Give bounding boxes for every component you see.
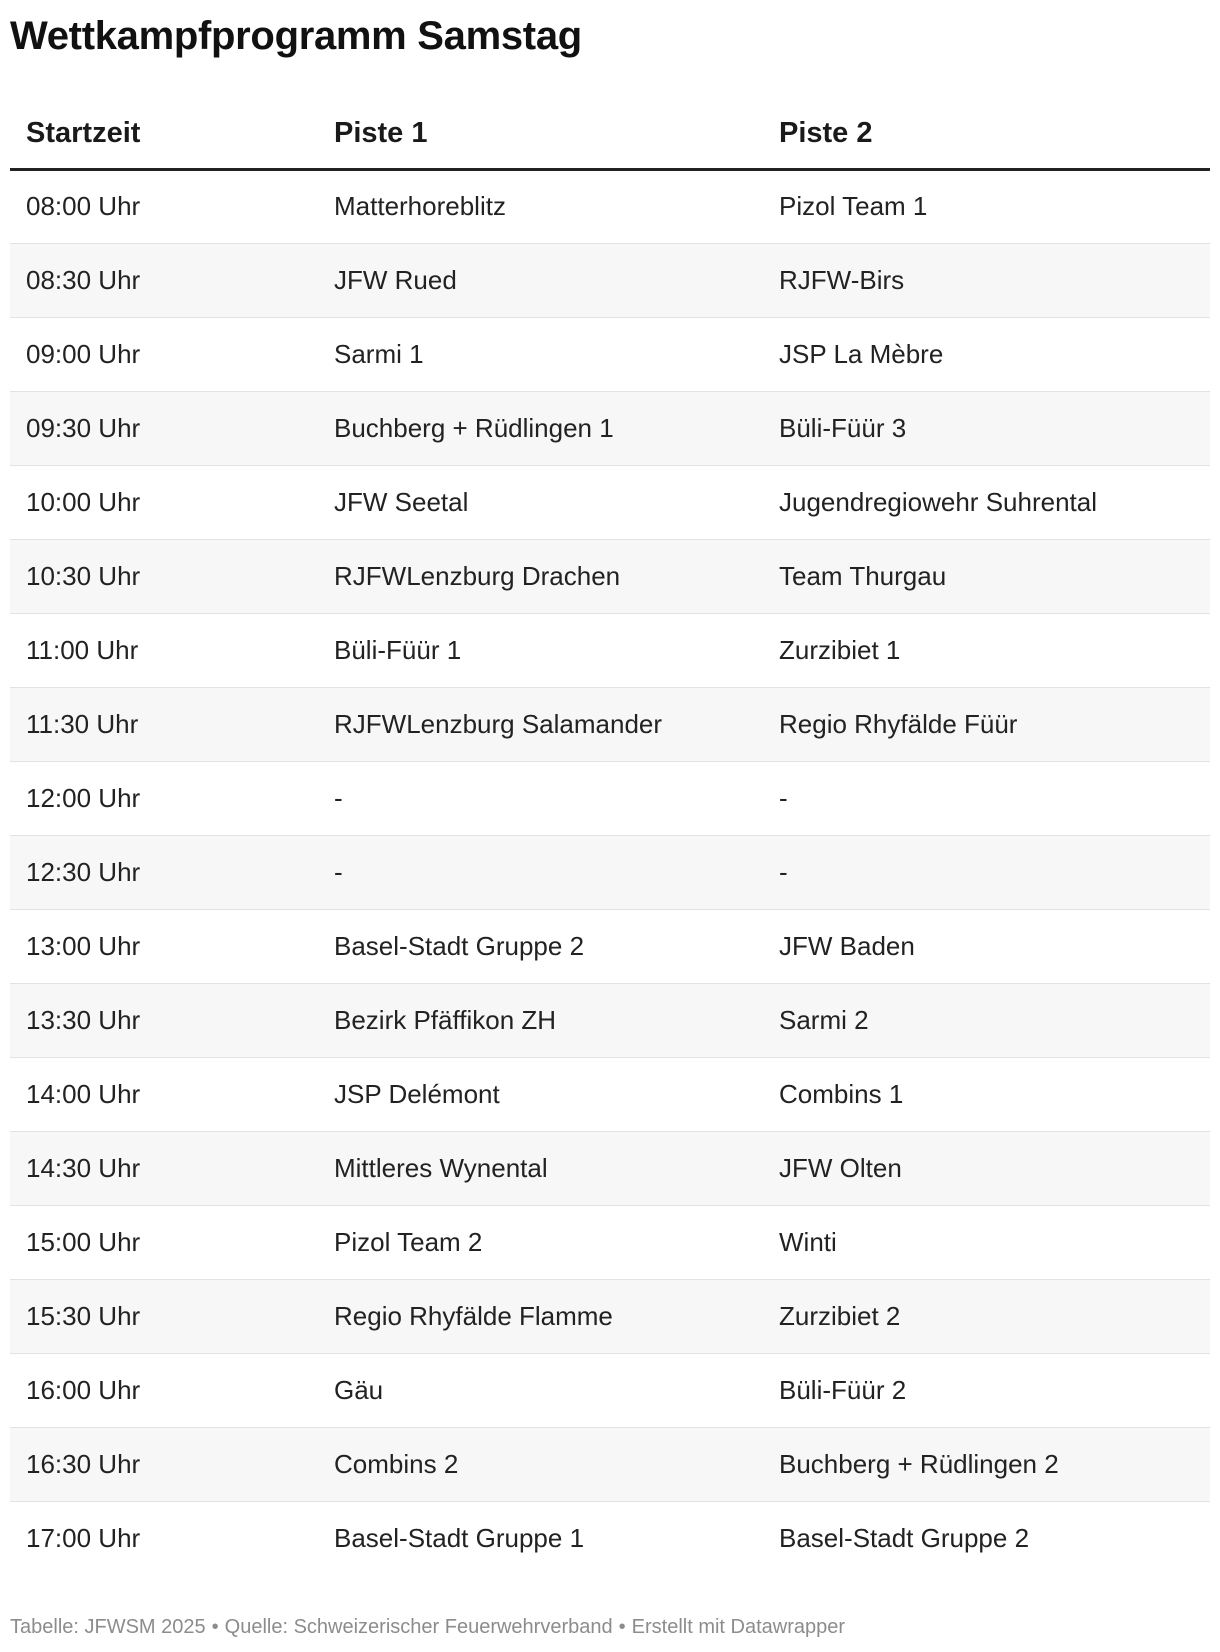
cell-startzeit: 12:30 Uhr (10, 835, 318, 909)
table-row (10, 1501, 1210, 1575)
column-header-piste-2[interactable]: Piste 2 (763, 100, 1210, 169)
cell-piste-1: Basel-Stadt Gruppe 1 (334, 1522, 585, 1553)
table-row (10, 613, 1210, 687)
cell-piste-2: Buchberg + Rüdlingen 2 (763, 1427, 1210, 1501)
table-row (10, 835, 1210, 909)
cell-piste-2: - (763, 835, 1210, 909)
cell-startzeit: 15:00 Uhr (10, 1205, 318, 1279)
cell-startzeit: 15:30 Uhr (10, 1279, 318, 1353)
cell-piste-2: Combins 1 (763, 1057, 1210, 1131)
cell-piste-1: Matterhoreblitz (318, 169, 763, 243)
cell-startzeit: 08:30 Uhr (10, 243, 318, 317)
cell-piste-2: Jugendregiowehr Suhrental (763, 465, 1210, 539)
cell-piste-2: JFW Baden (763, 909, 1210, 983)
cell-startzeit: 16:00 Uhr (10, 1353, 318, 1427)
table-row (10, 1279, 1210, 1353)
cell-piste-1: JFW Seetal (318, 465, 763, 539)
table-row (10, 539, 1210, 613)
cell-piste-1: RJFWLenzburg Salamander (318, 687, 763, 761)
cell-piste-1: Mittleres Wynental (318, 1131, 763, 1205)
cell-piste-1: Regio Rhyfälde Flamme (318, 1279, 763, 1353)
table-row (10, 1131, 1210, 1205)
table-row (10, 983, 1210, 1057)
cell-startzeit: 16:30 Uhr (10, 1427, 318, 1501)
cell-piste-2: Basel-Stadt Gruppe 2 (779, 1522, 1030, 1553)
cell-piste-1: Buchberg + Rüdlingen 1 (318, 391, 763, 465)
cell-piste-1: Bezirk Pfäffikon ZH (318, 983, 763, 1057)
table-footer (10, 1616, 845, 1639)
cell-startzeit: 12:00 Uhr (10, 761, 318, 835)
table-row (10, 687, 1210, 761)
column-header-startzeit[interactable]: Startzeit (10, 100, 318, 169)
cell-piste-2: JSP La Mèbre (763, 317, 1210, 391)
cell-startzeit: 13:00 Uhr (10, 909, 318, 983)
credit-link[interactable]: Erstellt mit Datawrapper (631, 1616, 846, 1638)
table-row (10, 1057, 1210, 1131)
cell-piste-1: - (318, 835, 763, 909)
cell-piste-2: JFW Olten (763, 1131, 1210, 1205)
cell-startzeit: 11:30 Uhr (10, 687, 318, 761)
cell-piste-2: Büli-Füür 3 (763, 391, 1210, 465)
column-header-piste-1[interactable]: Piste 1 (318, 100, 763, 169)
schedule-table (10, 100, 1210, 1575)
cell-piste-1: JSP Delémont (318, 1057, 763, 1131)
table-row (10, 465, 1210, 539)
table-label: Tabelle: JFWSM 2025 (10, 1616, 206, 1638)
table-row (10, 391, 1210, 465)
cell-startzeit: 10:30 Uhr (10, 539, 318, 613)
table-row (10, 761, 1210, 835)
cell-piste-1: Basel-Stadt Gruppe 2 (318, 909, 763, 983)
cell-piste-1: JFW Rued (318, 243, 763, 317)
cell-startzeit: 08:00 Uhr (10, 169, 318, 243)
cell-piste-1: Büli-Füür 1 (318, 613, 763, 687)
cell-startzeit: 13:30 Uhr (10, 983, 318, 1057)
cell-piste-1: Gäu (318, 1353, 763, 1427)
table-row (10, 317, 1210, 391)
cell-piste-2: Büli-Füür 2 (763, 1353, 1210, 1427)
table-row (10, 243, 1210, 317)
table-row (10, 909, 1210, 983)
cell-piste-1: Pizol Team 2 (318, 1205, 763, 1279)
cell-startzeit: 17:00 Uhr (26, 1522, 141, 1553)
table-row (10, 169, 1210, 243)
cell-piste-2: Zurzibiet 2 (763, 1279, 1210, 1353)
cell-startzeit: 14:00 Uhr (10, 1057, 318, 1131)
cell-piste-2: Regio Rhyfälde Füür (763, 687, 1210, 761)
cell-startzeit: 14:30 Uhr (10, 1131, 318, 1205)
table-body (10, 169, 1210, 1575)
cell-piste-2: Zurzibiet 1 (763, 613, 1210, 687)
cell-piste-2: RJFW-Birs (763, 243, 1210, 317)
footer-separator: • (211, 1616, 219, 1638)
cell-piste-2: Team Thurgau (763, 539, 1210, 613)
cell-piste-2: Winti (763, 1205, 1210, 1279)
cell-piste-2: Pizol Team 1 (763, 169, 1210, 243)
cell-piste-2: - (763, 761, 1210, 835)
table-header-row (10, 100, 1210, 169)
page-title: Wettkampfprogramm Samstag (10, 14, 582, 58)
cell-startzeit: 11:00 Uhr (10, 613, 318, 687)
table-row (10, 1427, 1210, 1501)
cell-piste-1: - (318, 761, 763, 835)
cell-startzeit: 09:00 Uhr (10, 317, 318, 391)
cell-piste-2: Sarmi 2 (763, 983, 1210, 1057)
table-row (10, 1353, 1210, 1427)
cell-startzeit: 09:30 Uhr (10, 391, 318, 465)
source-note: Quelle: Schweizerischer Feuerwehrverband (224, 1616, 613, 1638)
cell-piste-1: Combins 2 (318, 1427, 763, 1501)
cell-piste-1: RJFWLenzburg Drachen (318, 539, 763, 613)
footer-separator: • (618, 1616, 626, 1638)
cell-startzeit: 10:00 Uhr (10, 465, 318, 539)
cell-piste-1: Sarmi 1 (318, 317, 763, 391)
table-row (10, 1205, 1210, 1279)
